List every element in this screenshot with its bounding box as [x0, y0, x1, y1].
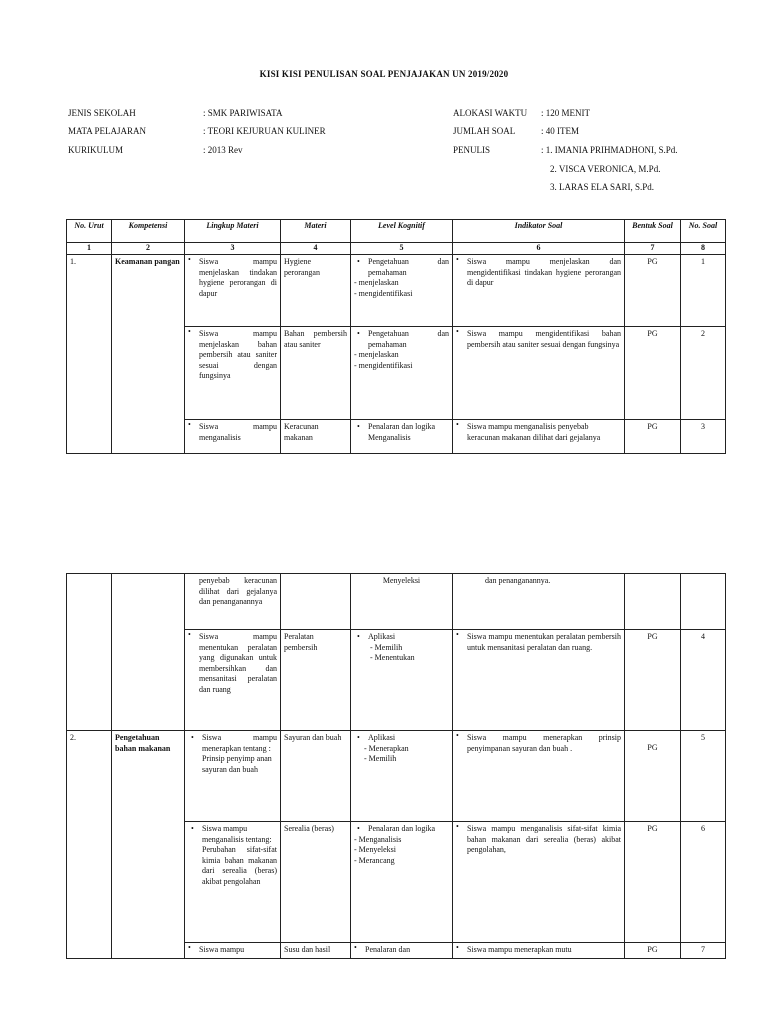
- col-number: 8: [681, 243, 726, 255]
- meta-value-kurikulum: : 2013 Rev: [203, 145, 243, 155]
- level-main: • Aplikasi: [354, 733, 449, 744]
- cell-materi: Hygiene perorangan: [281, 255, 351, 327]
- cell-bentuk-soal: PG: [625, 327, 681, 420]
- cell-lingkup-materi: penyebab keracunan dilihat dari gejalanya dan penanganannya: [185, 574, 281, 630]
- level-main: • Aplikasi: [354, 632, 449, 643]
- cell-materi: Susu dan hasil: [281, 943, 351, 959]
- col-number: 5: [351, 243, 453, 255]
- cell-bentuk-soal: [625, 574, 681, 630]
- meta-value-jenis-sekolah: : SMK PARIWISATA: [203, 108, 283, 118]
- col-number: 6: [453, 243, 625, 255]
- meta-value-mata-pelajaran: : TEORI KEJURUAN KULINER: [203, 126, 326, 136]
- header-level-kognitif: Level Kognitif: [351, 220, 453, 243]
- cell-no-soal: 3: [681, 420, 726, 454]
- col-number: 4: [281, 243, 351, 255]
- cell-lingkup-materi: [185, 822, 281, 943]
- cell-no-soal: [681, 574, 726, 630]
- cell-indikator-soal: • Siswa mampu menganalisis sifat-sifat kimia bahan makanan dari serealia (beras) akibat pengolahan,: [453, 822, 625, 943]
- cell-bentuk-soal: PG: [625, 731, 681, 822]
- level-sub: - Menentukan: [370, 653, 415, 662]
- cell-lingkup-materi: • Siswa mampu menentukan peralatan yang digunakan untuk membersihkan dan mensanitasi peralatan dan ruang: [185, 630, 281, 731]
- col-number: 1: [67, 243, 112, 255]
- level-main: • Pengetahuan dan pemahaman: [354, 257, 449, 278]
- level-sub: - Memilih: [364, 754, 397, 763]
- col-number: 3: [185, 243, 281, 255]
- level-sub: - Memilih: [370, 642, 403, 652]
- cell-level-kognitif: [351, 255, 453, 327]
- level-sub: - Menganalisis: [354, 834, 402, 844]
- cell-no-soal: 1: [681, 255, 726, 327]
- cell-no-soal: 5: [681, 731, 726, 822]
- col-number: 7: [625, 243, 681, 255]
- meta-label-mata-pelajaran: MATA PELAJARAN: [68, 126, 147, 136]
- cell-lingkup-materi: • Siswa mampu: [185, 943, 281, 959]
- level-sub: - menjelaskan: [354, 350, 399, 359]
- header-lingkup-materi: Lingkup Materi: [185, 220, 281, 243]
- level-main: • Penalaran dan logika: [354, 422, 449, 433]
- cell-lingkup-materi: • Siswa mampu menjelaskan bahan pembersih atau saniter sesuai dengan fungsinya: [185, 327, 281, 420]
- lingkup-subtext: Prinsip penyimp anan sayuran dan buah: [202, 754, 272, 774]
- header-row: [67, 220, 726, 243]
- cell-no-soal: 7: [681, 943, 726, 959]
- level-sub: - mengidentifikasi: [354, 288, 413, 298]
- meta-value-jumlah-soal: : 40 ITEM: [541, 126, 579, 136]
- kisi-table-page2: [66, 573, 726, 959]
- level-sub: - Menerapkan: [364, 743, 409, 753]
- meta-label-jumlah-soal: JUMLAH SOAL: [453, 126, 516, 136]
- cell-lingkup-materi: [185, 731, 281, 822]
- cell-materi: Bahan pembersih atau saniter: [281, 327, 351, 420]
- cell-level-kognitif: Menyeleksi: [351, 574, 453, 630]
- cell-materi: Serealia (beras): [281, 822, 351, 943]
- cell-no-urut: 2.: [67, 731, 112, 959]
- cell-level-kognitif: [351, 630, 453, 731]
- level-main: • Penalaran dan logika: [354, 824, 449, 835]
- level-sub: - Merancang: [354, 855, 395, 865]
- lingkup-subtext: Perubahan sifat-sifat kimia bahan makanan dari serealia (beras) akibat pengolahan: [202, 845, 277, 886]
- meta-label-kurikulum: KURIKULUM: [68, 145, 123, 155]
- level-sub: - Menyeleksi: [354, 845, 396, 854]
- level-sub: Menganalisis: [368, 432, 411, 442]
- header-materi: Materi: [281, 220, 351, 243]
- cell-no-soal: 2: [681, 327, 726, 420]
- meta-value-penulis: : 1. IMANIA PRIHMADHONI, S.Pd.: [541, 145, 678, 155]
- header-kompetensi: Kompetensi: [112, 220, 185, 243]
- lingkup-text: • Siswa mampu menganalisis tentang:: [188, 824, 277, 845]
- cell-level-kognitif: [351, 327, 453, 420]
- cell-kompetensi: Pengetahuan bahan makanan: [112, 731, 185, 959]
- table-row: [67, 731, 726, 822]
- cell-bentuk-soal: PG: [625, 630, 681, 731]
- cell-level-kognitif: [351, 822, 453, 943]
- cell-bentuk-soal: PG: [625, 822, 681, 943]
- cell-materi: Keracunan makanan: [281, 420, 351, 454]
- meta-label-jenis-sekolah: JENIS SEKOLAH: [68, 108, 136, 118]
- cell-materi: Peralatan pembersih: [281, 630, 351, 731]
- cell-indikator-soal: dan penanganannya.: [453, 574, 625, 630]
- cell-kompetensi: [112, 574, 185, 731]
- cell-indikator-soal: • Siswa mampu menentukan peralatan pembersih untuk mensanitasi peralatan dan ruang.: [453, 630, 625, 731]
- meta-label-alokasi-waktu: ALOKASI WAKTU: [453, 108, 528, 118]
- cell-no-soal: 4: [681, 630, 726, 731]
- cell-no-urut: 1.: [67, 255, 112, 454]
- lingkup-text: • Siswa mampu menerapkan tentang :: [188, 733, 277, 754]
- cell-indikator-soal: • Siswa mampu menerapkan prinsip penyimpanan sayuran dan buah .: [453, 731, 625, 822]
- cell-lingkup-materi: • Siswa mampu menganalisis: [185, 420, 281, 454]
- cell-indikator-soal: • Siswa mampu menjelaskan dan mengidentifikasi tindakan hygiene perorangan di dapur: [453, 255, 625, 327]
- meta-penulis-2: 2. VISCA VERONICA, M.Pd.: [550, 164, 661, 174]
- level-sub: - mengidentifikasi: [354, 360, 413, 370]
- header-no-urut: No. Urut: [67, 220, 112, 243]
- meta-penulis-3: 3. LARAS ELA SARI, S.Pd.: [550, 182, 655, 192]
- header-no-soal: No. Soal: [681, 220, 726, 243]
- cell-indikator-soal: • Siswa mampu mengidentifikasi bahan pembersih atau saniter sesuai dengan fungsinya: [453, 327, 625, 420]
- document-title: KISI KISI PENULISAN SOAL PENJAJAKAN UN 2019/2020: [259, 69, 509, 79]
- cell-materi: [281, 574, 351, 630]
- meta-value-alokasi-waktu: : 120 MENIT: [541, 108, 590, 118]
- meta-label-penulis: PENULIS: [453, 145, 491, 155]
- cell-materi: Sayuran dan buah: [281, 731, 351, 822]
- cell-bentuk-soal: PG: [625, 255, 681, 327]
- kisi-table-page1: [66, 219, 726, 454]
- cell-level-kognitif: [351, 731, 453, 822]
- col-number: 2: [112, 243, 185, 255]
- cell-level-kognitif: [351, 420, 453, 454]
- table-row: [67, 255, 726, 327]
- cell-bentuk-soal: PG: [625, 943, 681, 959]
- cell-bentuk-soal: PG: [625, 420, 681, 454]
- cell-indikator-soal: • Siswa mampu menganalisis penyebab keracunan makanan dilihat dari gejalanya: [453, 420, 625, 454]
- table-row: [67, 574, 726, 630]
- cell-no-soal: 6: [681, 822, 726, 943]
- cell-indikator-soal: • Siswa mampu menerapkan mutu: [453, 943, 625, 959]
- header-bentuk-soal: Bentuk Soal: [625, 220, 681, 243]
- header-indikator-soal: Indikator Soal: [453, 220, 625, 243]
- column-number-row: [67, 243, 726, 255]
- level-main: • Pengetahuan dan pemahaman: [354, 329, 449, 350]
- cell-lingkup-materi: • Siswa mampu menjelaskan tindakan hygiene perorangan di dapur: [185, 255, 281, 327]
- cell-no-urut: [67, 574, 112, 731]
- cell-level-kognitif: • Penalaran dan: [351, 943, 453, 959]
- cell-kompetensi: Keamanan pangan: [112, 255, 185, 454]
- level-sub: - menjelaskan: [354, 278, 399, 287]
